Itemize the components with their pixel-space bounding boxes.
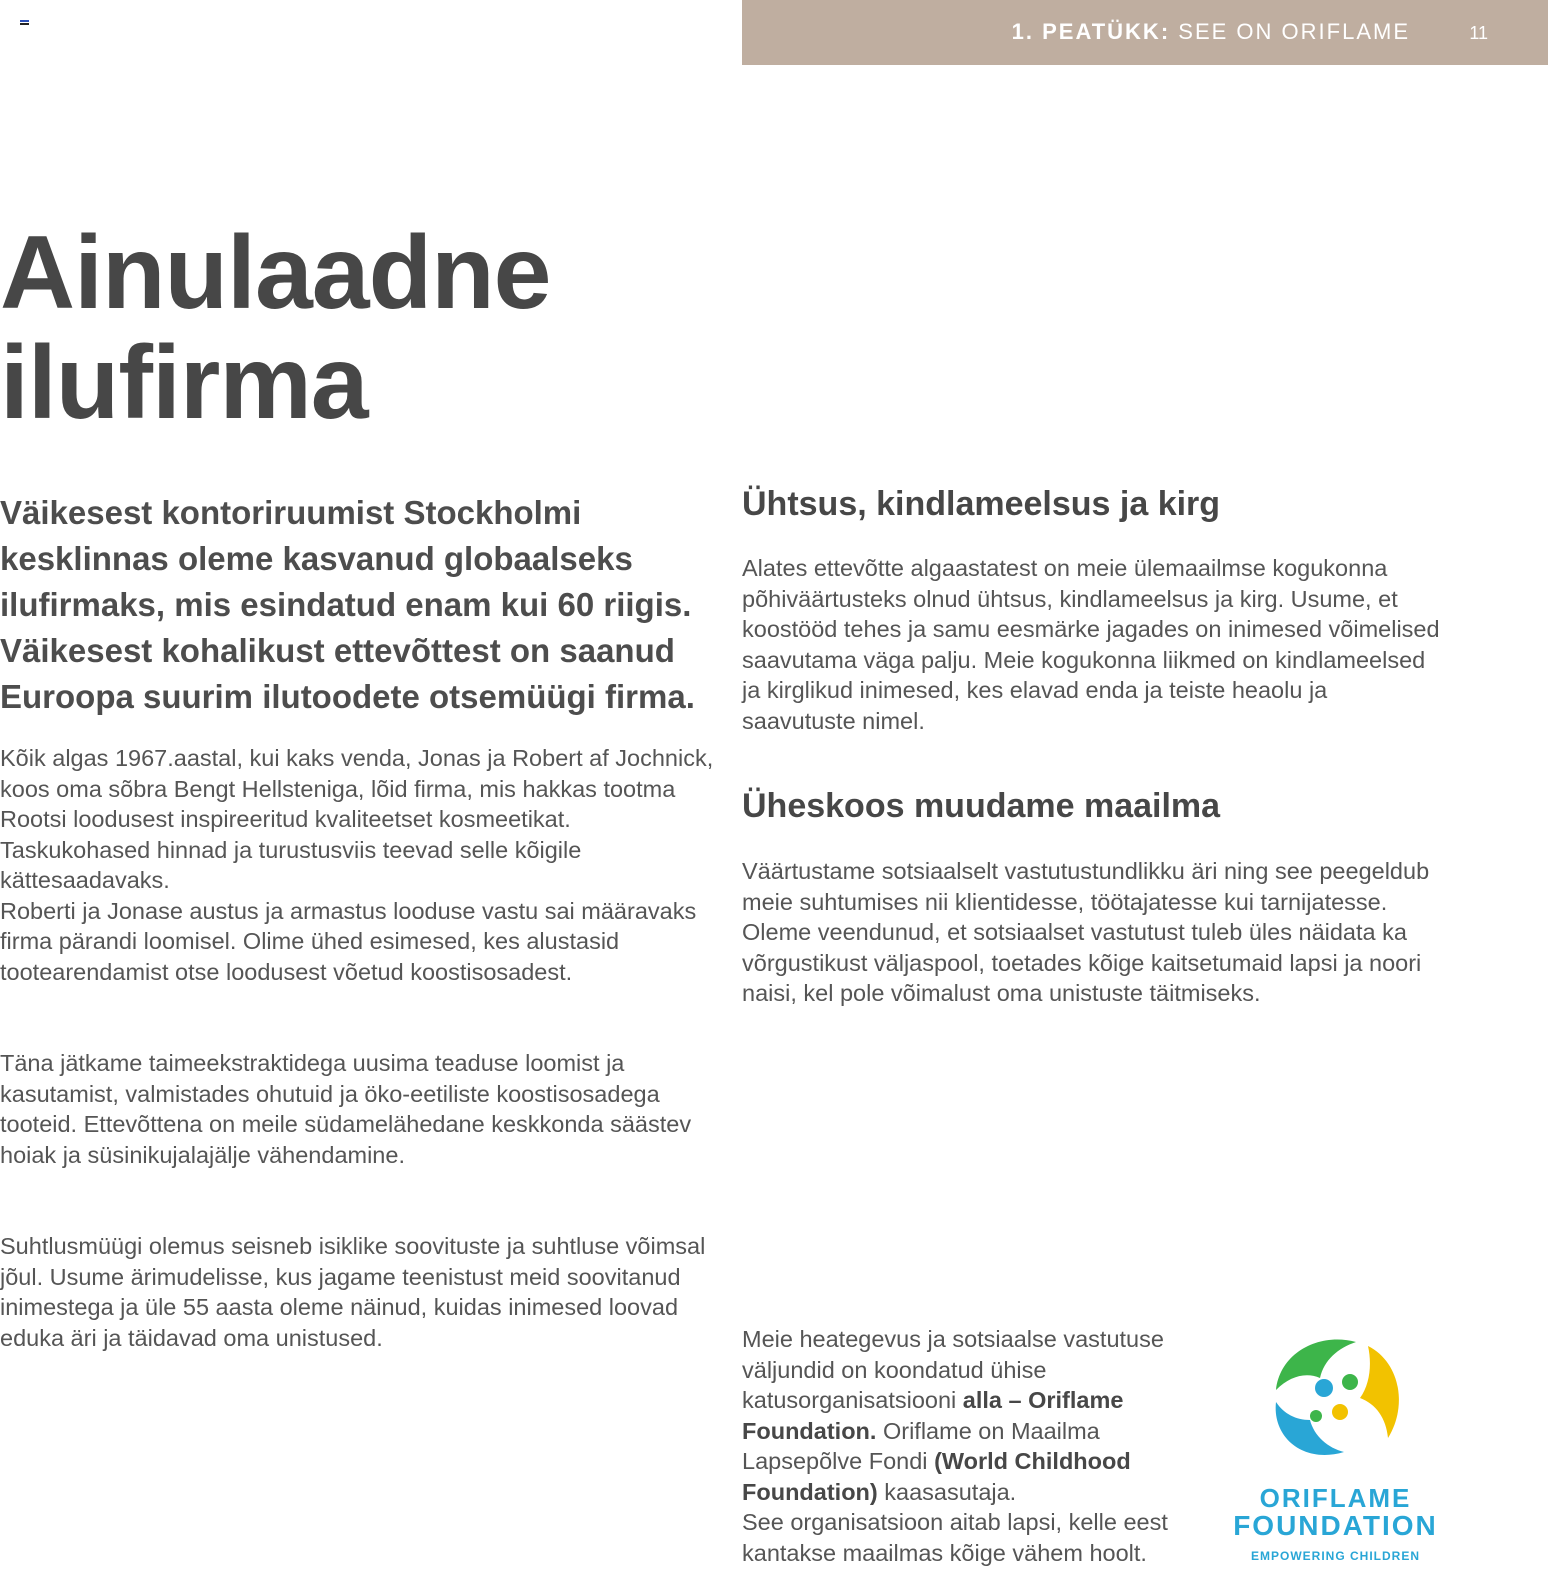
foundation-bold-1: alla – Oriflame Foundation. [742, 1387, 1124, 1444]
logo-word-oriflame: ORIFLAME [1259, 1483, 1412, 1513]
chapter-number: 1. PEATÜKK: [1011, 19, 1171, 44]
chapter-label [1012, 19, 1410, 45]
oriflame-foundation-logo [1228, 1330, 1443, 1565]
foundation-text-3: kaasasutaja. See organisatsioon aitab lapsi, kelle eest kantakse maailmas kõige vähem hoolt. [742, 1478, 1168, 1566]
title-line-1: Ainulaadne [0, 215, 551, 331]
foundation-text-2: Oriflame on Maailma Lapsepõlve Fondi [742, 1417, 1100, 1474]
logo-word-foundation: FOUNDATION [1233, 1510, 1438, 1541]
logo-tagline: EMPOWERING CHILDREN [1251, 1549, 1420, 1563]
foundation-bold-2: (World Childhood Foundation) [742, 1448, 1131, 1505]
foundation-text-1: Meie heategevus ja sotsiaalse vastutuse väljundid on koondatud ühise katusorganisatsiooni [742, 1326, 1164, 1413]
emblem-dot-1 [1315, 1379, 1333, 1397]
emblem-dot-2 [1342, 1374, 1358, 1390]
lead-paragraph: Väikesest kontoriruumist Stockholmi kesklinnas oleme kasvanud globaalseks ilufirmaks, mis esindatud enam kui 60 riigis. Väikesest kohalikust ettevõttest on saanud Euroopa suurim ilutoodete otsemüügi firma. [0, 494, 695, 715]
emblem-yellow-arc [1360, 1346, 1399, 1438]
foundation-emblem-icon [1228, 1330, 1443, 1480]
page-number: 11 [1469, 23, 1488, 43]
values-heading: Ühtsus, kindlameelsus ja kirg [742, 485, 1221, 523]
flag-icon [20, 20, 29, 27]
change-world-heading: Üheskoos muudame maailma [742, 787, 1221, 825]
emblem-dot-4 [1310, 1410, 1322, 1422]
chapter-header [742, 0, 1548, 65]
page-title [0, 215, 551, 441]
title-line-2: ilufirma [0, 325, 368, 441]
change-world-paragraph: Väärtustame sotsiaalselt vastutustundlikku äri ning see peegeldub meie suhtumises nii klientidesse, töötajatesse kui tarnijatesse. Oleme veendunud, et sotsiaalset vastutust tuleb üles näidata ka võrgustikust väljaspool, toetades kõige kaitsetumaid lapsi ja noori naisi, kel pole võimalust oma unistuste täitmiseks. [742, 858, 1430, 1006]
emblem-dot-3 [1332, 1404, 1348, 1420]
foundation-paragraph [742, 1324, 1222, 1568]
values-paragraph: Alates ettevõtte algaastatest on meie ülemaailmse kogukonna põhiväärtusteks olnud ühtsus, kindlameelsus ja kirg. Usume, et koostööd tehes ja samu eesmärke jagades on inimesed võimelised saavutama väga palju. Meie kogukonna liikmed on kindlameelsed ja kirglikud inimesed, kes elavad enda ja teiste heaolu ja saavutuste nimel. [742, 555, 1440, 734]
business-paragraph: Suhtlusmüügi olemus seisneb isiklike soovituste ja suhtluse võimsal jõul. Usume ärimudelisse, kus jagame teenistust meid soovitanud inimestega ja üle 55 aasta oleme näinud, kuidas inimesed loovad eduka äri ja täidavad oma unistused. [0, 1233, 706, 1351]
history-paragraph: Kõik algas 1967.aastal, kui kaks venda, Jonas ja Robert af Jochnick, koos oma sõbra Bengt Hellsteniga, lõid firma, mis hakkas tootma Rootsi loodusest inspireeritud kvaliteetset kosmeetikat. Taskukohased hinnad ja turustusviis teevad selle kõigile kättesaadavaks. Roberti ja Jonase austus ja armastus looduse vastu sai määravaks firma pärandi loomisel. Olime ühed esimesed, kes alustasid tootearendamist otse loodusest võetud koostisosadest. [0, 745, 714, 985]
chapter-title: SEE ON ORIFLAME [1178, 19, 1410, 44]
science-paragraph: Täna jätkame taimeekstraktidega uusima teaduse loomist ja kasutamist, valmistades ohutuid ja öko-eetiliste koostisosadega tooteid. Ettevõttena on meile südamelähedane keskkonda säästev hoiak ja süsinikujalajälje vähendamine. [0, 1050, 692, 1168]
